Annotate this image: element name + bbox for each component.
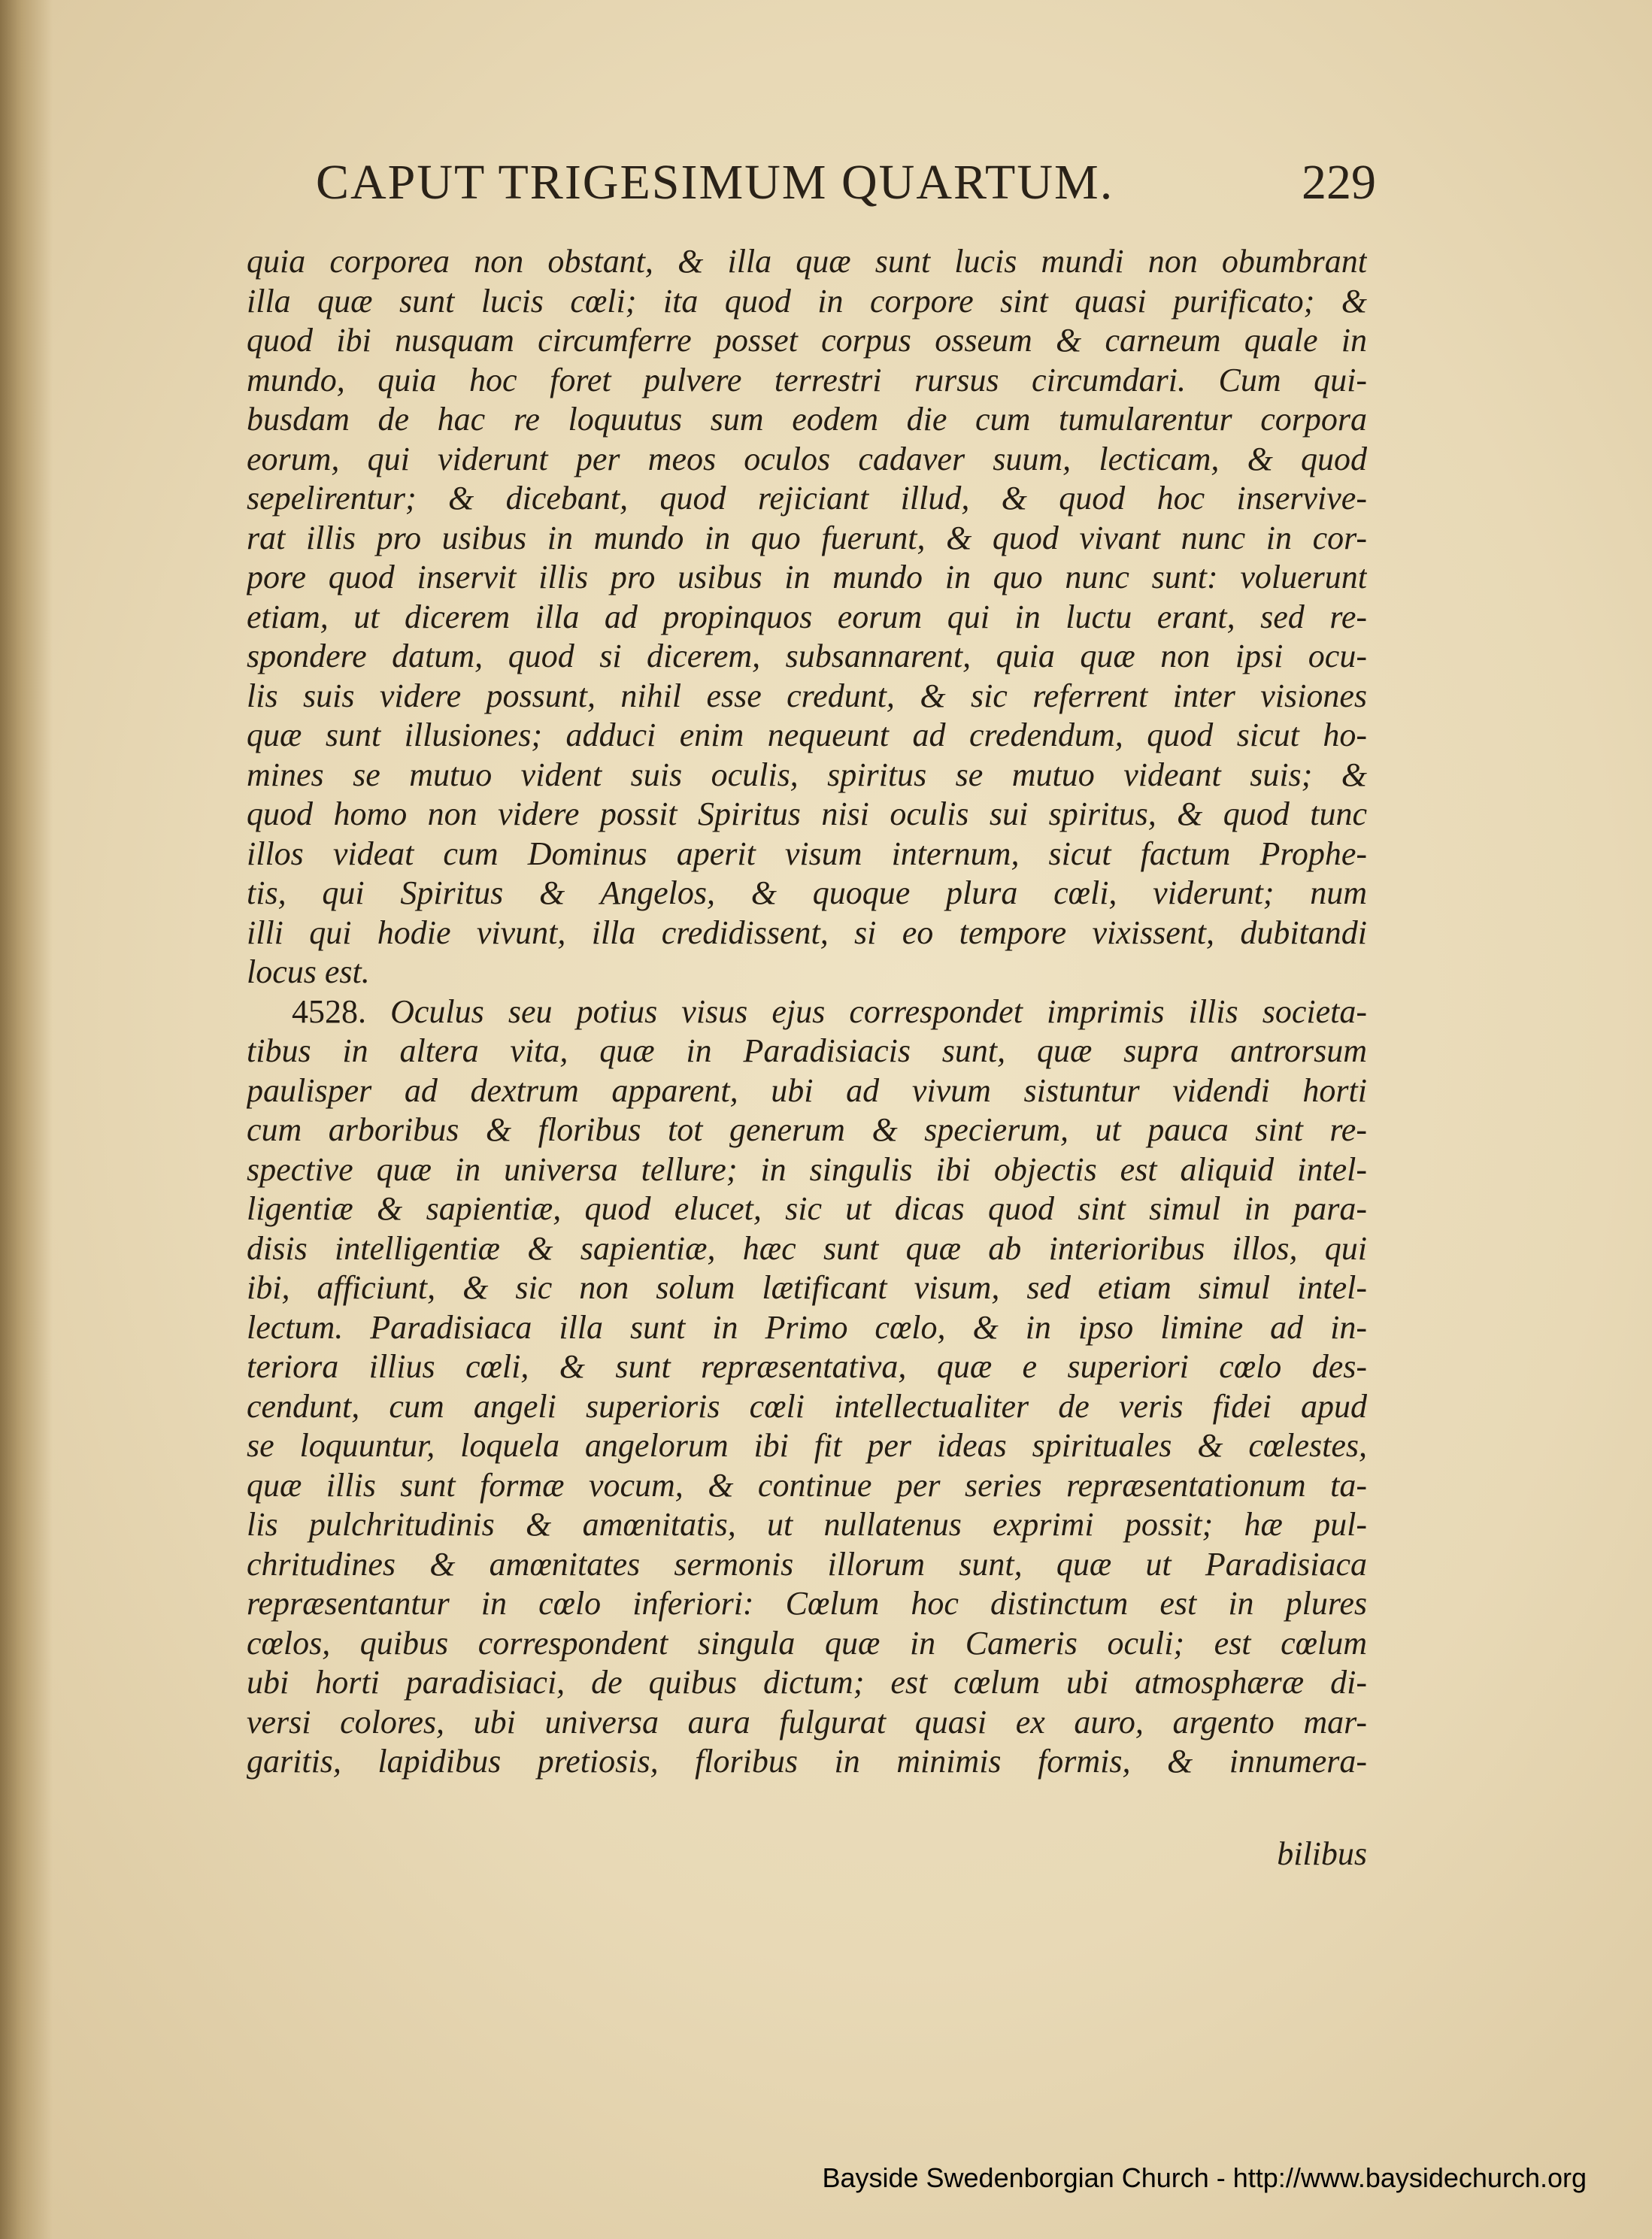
text-line: ibi, afficiunt, & sic non solum lætificant visum, sed etiam simul intel- — [247, 1269, 1367, 1306]
catchword: bilibus — [1277, 1835, 1367, 1872]
text-line: mines se mutuo vident suis oculis, spiritus se mutuo videant suis; & — [247, 756, 1367, 793]
text-line: repræsentantur in cœlo inferiori: Cœlum hoc distinctum est in plures — [247, 1585, 1367, 1622]
text-line: tibus in altera vita, quæ in Paradisiacis sunt, quæ supra antrorsum — [247, 1032, 1367, 1069]
page-number: 229 — [1302, 155, 1376, 210]
text-line: mundo, quia hoc foret pulvere terrestri rursus circumdari. Cum qui- — [247, 361, 1367, 398]
text-line: disis intelligentiæ & sapientiæ, hæc sunt quæ ab interioribus illos, qui — [247, 1229, 1367, 1267]
text-line: spective quæ in universa tellure; in singulis ibi objectis est aliquid intel- — [247, 1150, 1367, 1188]
page-gutter-shadow — [0, 0, 53, 2239]
paragraph-first-line — [247, 992, 1367, 1032]
paragraph-number: 4528. — [292, 992, 366, 1030]
body-text — [247, 242, 1367, 1782]
text-line: cendunt, cum angeli superioris cœli intellectualiter de veris fidei apud — [247, 1387, 1367, 1425]
text-line: illi qui hodie vivunt, illa credidissent, si eo tempore vixissent, dubitandi — [247, 913, 1367, 951]
text-line: chritudines & amœnitates sermonis illorum sunt, quæ ut Paradisiaca — [247, 1545, 1367, 1583]
text-line: quæ illis sunt formæ vocum, & continue per series repræsentationum ta- — [247, 1466, 1367, 1504]
text-line: cum arboribus & floribus tot generum & specierum, ut pauca sint re- — [247, 1111, 1367, 1148]
text-line: quia corporea non obstant, & illa quæ sunt lucis mundi non obumbrant — [247, 243, 1367, 280]
running-title: CAPUT TRIGESIMUM QUARTUM. — [316, 155, 1114, 210]
footer-credit: Bayside Swedenborgian Church - http://www.baysidechurch.org — [822, 2162, 1587, 2193]
page-header — [316, 154, 1376, 237]
text-line: quod homo non videre possit Spiritus nisi oculis sui spiritus, & quod tunc — [247, 795, 1367, 832]
text-line: illos videat cum Dominus aperit visum internum, sicut factum Prophe- — [247, 835, 1367, 872]
text-line: sepelirentur; & dicebant, quod rejiciant illud, & quod hoc inservive- — [247, 480, 1367, 517]
text-line: garitis, lapidibus pretiosis, floribus in minimis formis, & innumera- — [247, 1743, 1367, 1780]
text-line: spondere datum, quod si dicerem, subsannarent, quia quæ non ipsi ocu- — [247, 638, 1367, 674]
text-line: ligentiæ & sapientiæ, quod elucet, sic ut dicas quod sint simul in para- — [247, 1190, 1367, 1227]
text-line: tis, qui Spiritus & Angelos, & quoque plura cœli, viderunt; num — [247, 874, 1367, 911]
text-line: pore quod inservit illis pro usibus in mundo in quo nunc sunt: voluerunt — [247, 559, 1367, 595]
text-line: illa quæ sunt lucis cœli; ita quod in corpore sint quasi purificato; & — [247, 282, 1367, 320]
text-line: paulisper ad dextrum apparent, ubi ad vivum sistuntur videndi horti — [247, 1071, 1367, 1109]
text-line: busdam de hac re loquutus sum eodem die cum tumularentur corpora — [247, 401, 1367, 438]
text-line: lis pulchritudinis & amœnitatis, ut nullatenus exprimi possit; hæ pul- — [247, 1506, 1367, 1543]
text-line: teriora illius cœli, & sunt repræsentativa, quæ e superiori cœlo des- — [247, 1348, 1367, 1385]
text-line: lectum. Paradisiaca illa sunt in Primo cœlo, & in ipso limine ad in- — [247, 1308, 1367, 1346]
text-line: locus est. — [247, 953, 370, 990]
text-line: quod ibi nusquam circumferre posset corpus osseum & carneum quale in — [247, 322, 1367, 359]
text-line: cœlos, quibus correspondent singula quæ in Cameris oculi; est cœlum — [247, 1624, 1367, 1662]
text-line: se loquuntur, loquela angelorum ibi fit per ideas spirituales & cœlestes, — [247, 1427, 1367, 1464]
text-line: versi colores, ubi universa aura fulgurat quasi ex auro, argento mar- — [247, 1703, 1367, 1741]
text-line: quæ sunt illusiones; adduci enim nequeunt ad credendum, quod sicut ho- — [247, 717, 1367, 753]
text-line: eorum, qui viderunt per meos oculos cadaver suum, lecticam, & quod — [247, 440, 1367, 477]
text-line: ubi horti paradisiaci, de quibus dictum; est cœlum ubi atmosphæræ di- — [247, 1664, 1367, 1701]
text-line: etiam, ut dicerem illa ad propinquos eorum qui in luctu erant, sed re- — [247, 598, 1367, 635]
text-line: lis suis videre possunt, nihil esse credunt, & sic referrent inter visiones — [247, 677, 1367, 714]
paragraph-opening-text: Oculus seu potius visus ejus correspondet imprimis illis societa- — [390, 992, 1367, 1030]
text-line: rat illis pro usibus in mundo in quo fuerunt, & quod vivant nunc in cor- — [247, 519, 1367, 556]
